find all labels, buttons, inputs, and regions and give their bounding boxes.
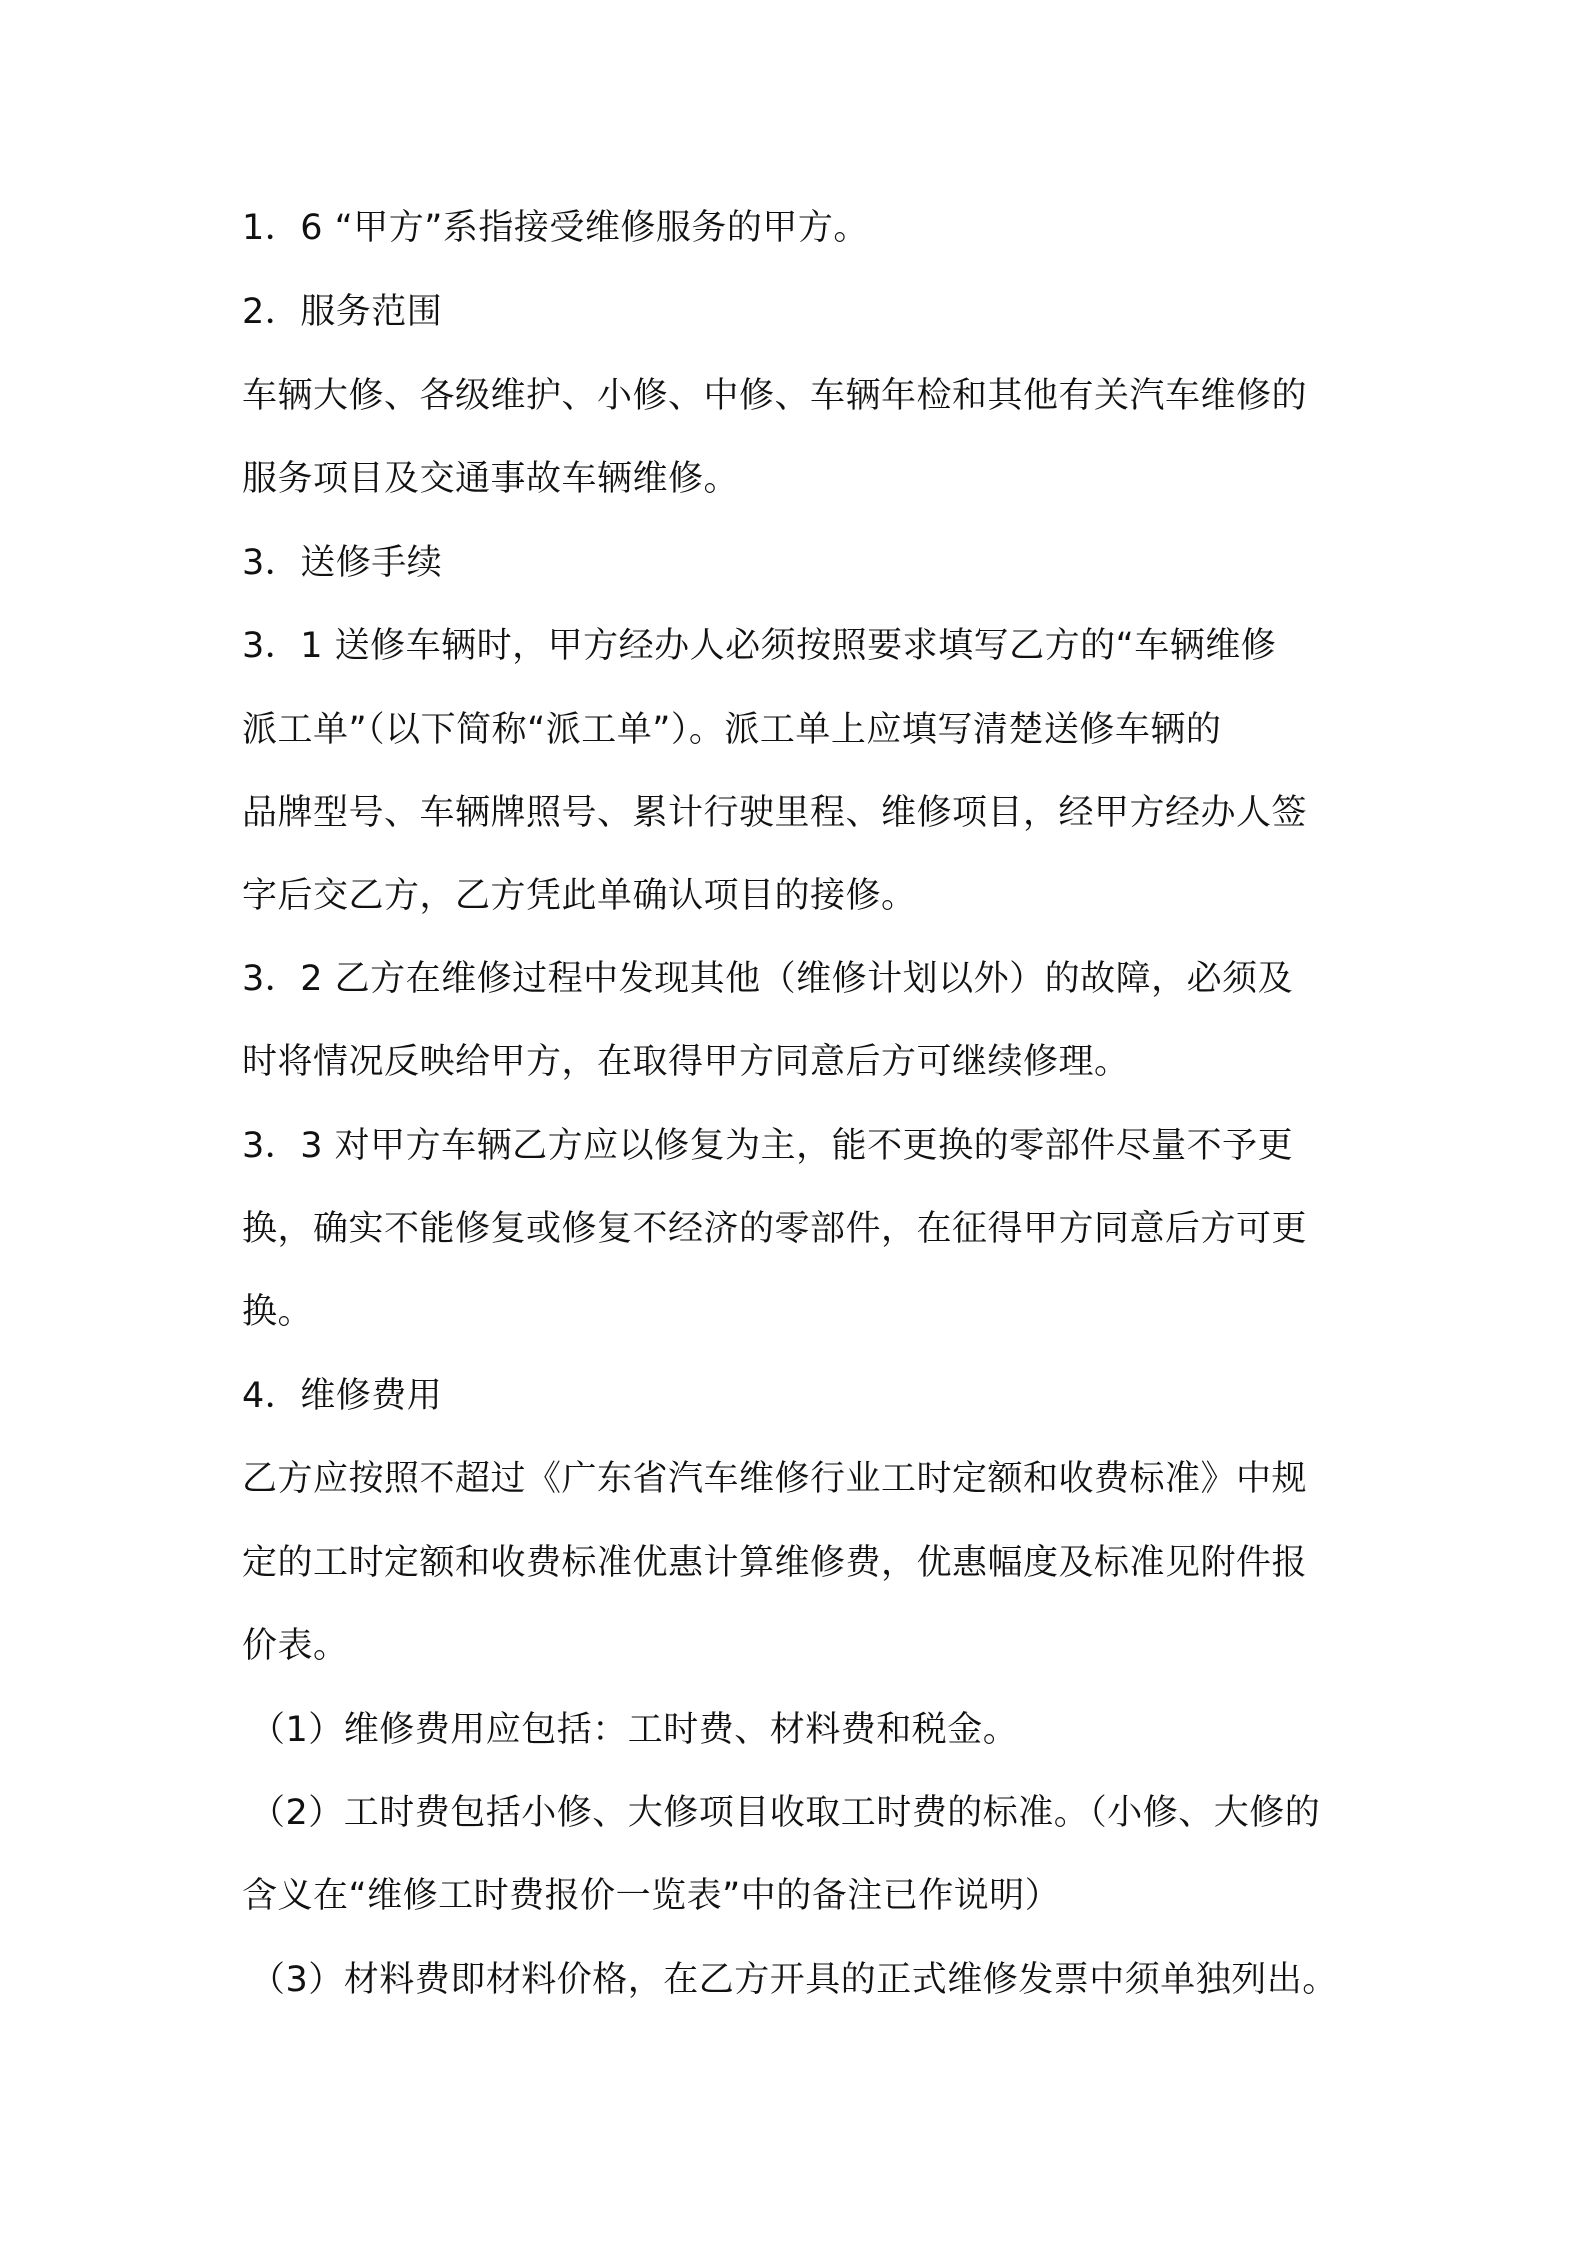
fee-item-1: （1）维修费用应包括：工时费、材料费和税金。 bbox=[250, 1710, 1019, 1750]
repair-fees-text-line-2: 定的工时定额和收费标准优惠计算维修费，优惠幅度及标准见附件报 bbox=[242, 1543, 1308, 1583]
clause-3-2-line-1: 3．2 乙方在维修过程中发现其他（维修计划以外）的故障，必须及 bbox=[242, 959, 1294, 999]
clause-3-1-line-2: 派工单”（以下简称“派工单”）。派工单上应填写清楚送修车辆的 bbox=[242, 710, 1222, 750]
service-scope-text-line-1: 车辆大修、各级维护、小修、中修、车辆年检和其他有关汽车维修的 bbox=[242, 376, 1308, 416]
fee-item-2-line-1: （2）工时费包括小修、大修项目收取工时费的标准。（小修、大修的 bbox=[250, 1793, 1321, 1833]
repair-fees-text-line-1: 乙方应按照不超过《广东省汽车维修行业工时定额和收费标准》中规 bbox=[242, 1459, 1308, 1499]
clause-1-6: 1．6 “甲方”系指接受维修服务的甲方。 bbox=[242, 208, 869, 248]
service-scope-text-line-2: 服务项目及交通事故车辆维修。 bbox=[242, 459, 740, 499]
clause-3-1-line-3: 品牌型号、车辆牌照号、累计行驶里程、维修项目，经甲方经办人签 bbox=[242, 793, 1308, 833]
fee-item-3: （3）材料费即材料价格，在乙方开具的正式维修发票中须单独列出。 bbox=[250, 1960, 1338, 2000]
fee-item-2-line-2: 含义在“维修工时费报价一览表”中的备注已作说明） bbox=[242, 1876, 1061, 1916]
clause-3-3-line-1: 3．3 对甲方车辆乙方应以修复为主，能不更换的零部件尽量不予更 bbox=[242, 1126, 1294, 1166]
clause-3-2-line-2: 时将情况反映给甲方，在取得甲方同意后方可继续修理。 bbox=[242, 1042, 1130, 1082]
heading-service-scope: 2．服务范围 bbox=[242, 292, 443, 332]
clause-3-1-line-4: 字后交乙方，乙方凭此单确认项目的接修。 bbox=[242, 876, 917, 916]
clause-3-3-line-3: 换。 bbox=[242, 1292, 314, 1332]
clause-3-3-line-2: 换，确实不能修复或修复不经济的零部件，在征得甲方同意后方可更 bbox=[242, 1209, 1308, 1249]
repair-fees-text-line-3: 价表。 bbox=[242, 1626, 349, 1666]
clause-3-1-line-1: 3．1 送修车辆时，甲方经办人必须按照要求填写乙方的“车辆维修 bbox=[242, 626, 1277, 666]
heading-repair-fees: 4．维修费用 bbox=[242, 1376, 443, 1416]
heading-repair-procedure: 3．送修手续 bbox=[242, 543, 443, 583]
